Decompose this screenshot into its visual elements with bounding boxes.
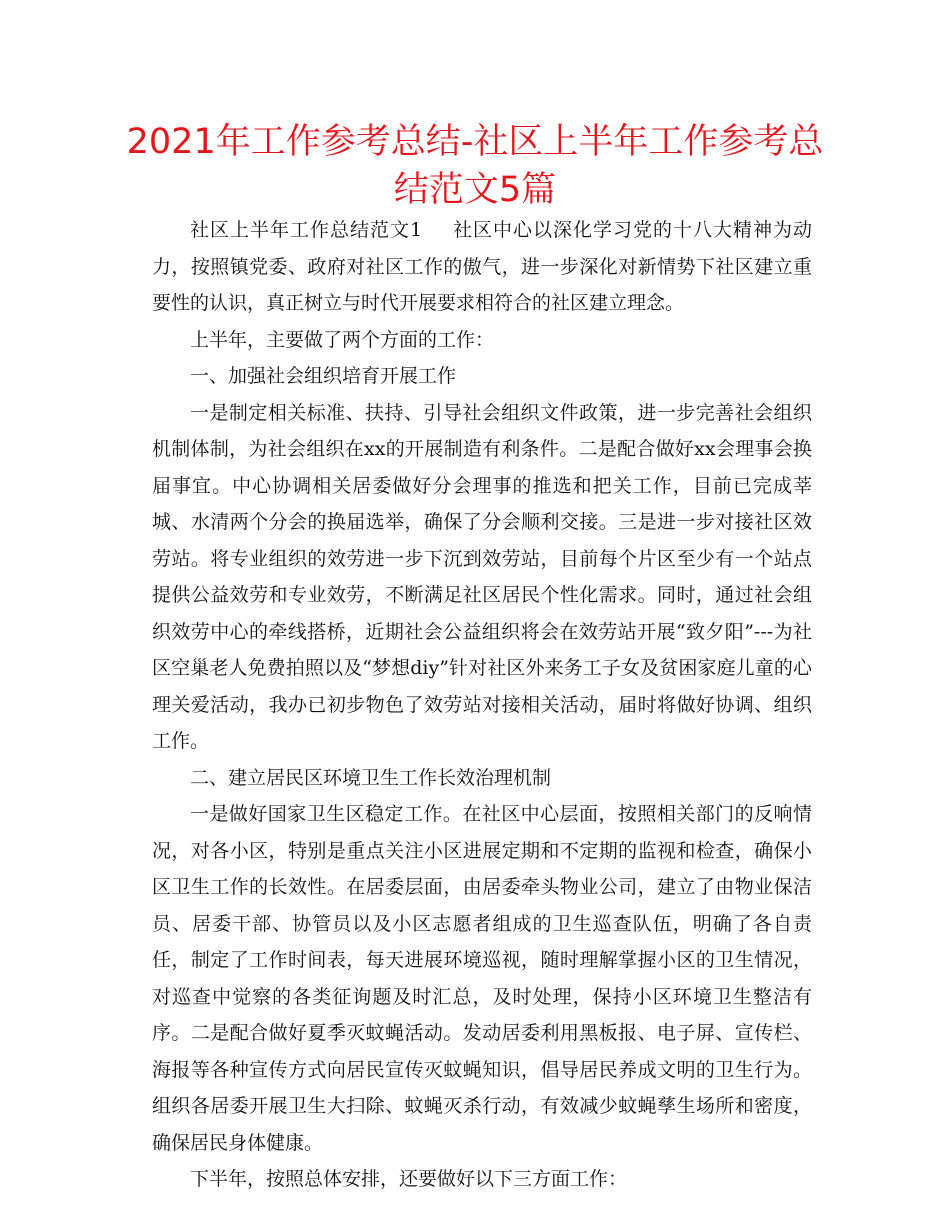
paragraph: 一是制定相关标准、扶持、引导社会组织文件政策，进一步完善社会组织机制体制，为社会组织在xx的开展制造有利条件。二是配合做好xx会理事会换届事宜。中心协调相关居委做好分会理事的推选和把关工作，目前已完成莘城、水清两个分会的换届选举，确保了分会顺利交接。三是进一步对接社区效劳站。将专业组织的效劳进一步下沉到效劳站，目前每个片区至少有一个站点提供公益效劳和专业效劳，不断满足社区居民个性化需求。同时，通过社会组织效劳中心的牵线搭桥，近期社会公益组织将会在效劳站开展“致夕阳”---为社区空巢老人免费拍照以及“梦想diy”针对社区外来务工子女及贫困家庭儿童的心理关爱活动，我办已初步物色了效劳站对接相关活动，届时将做好协调、组织工作。: [152, 401, 812, 752]
paragraph-text: 社区中心以深化学习党的十八大精神为动力，按照镇党委、政府对社区工作的傲气，进一步深化对新情势下社区建立重要性的认识，真正树立与时代开展要求相符合的社区建立理念。: [152, 219, 812, 314]
document-title: 2021年工作参考总结-社区上半年工作参考总结范文5篇: [126, 122, 824, 210]
section-heading: 二、建立居民区环境卫生工作长效治理机制: [190, 766, 552, 789]
document-body: [152, 212, 812, 1198]
section-heading: 一、加强社会组织培育开展工作: [190, 365, 457, 387]
paragraph: 上半年，主要做了两个方面的工作：: [190, 328, 495, 351]
paragraph: 一是做好国家卫生区稳定工作。在社区中心层面，按照相关部门的反响情况，对各小区，特别是重点关注小区进展定期和不定期的监视和检查，确保小区卫生工作的长效性。在居委层面，由居委牵头物业公司，建立了由物业保洁员、居委干部、协管员以及小区志愿者组成的卫生巡查队伍，明确了各自责任，制定了工作时间表，每天进展环境巡视，随时理解掌握小区的卫生情况，对巡查中觉察的各类征询题及时汇总，及时处理，保持小区环境卫生整洁有序。二是配合做好夏季灭蚊蝇活动。发动居委利用黑板报、电子屏、宣传栏、海报等各种宣传方式向居民宣传灭蚊蝇知识，倡导居民养成文明的卫生行为。组织各居委开展卫生大扫除、蚊蝇灭杀行动，有效减少蚊蝇孳生场所和密度，确保居民身体健康。: [152, 803, 812, 1154]
paragraph: 下半年，按照总体安排，还要做好以下三方面工作：: [190, 1168, 628, 1190]
paragraph-lead: 社区上半年工作总结范文1: [190, 219, 423, 241]
paragraph-intro: [152, 212, 812, 322]
